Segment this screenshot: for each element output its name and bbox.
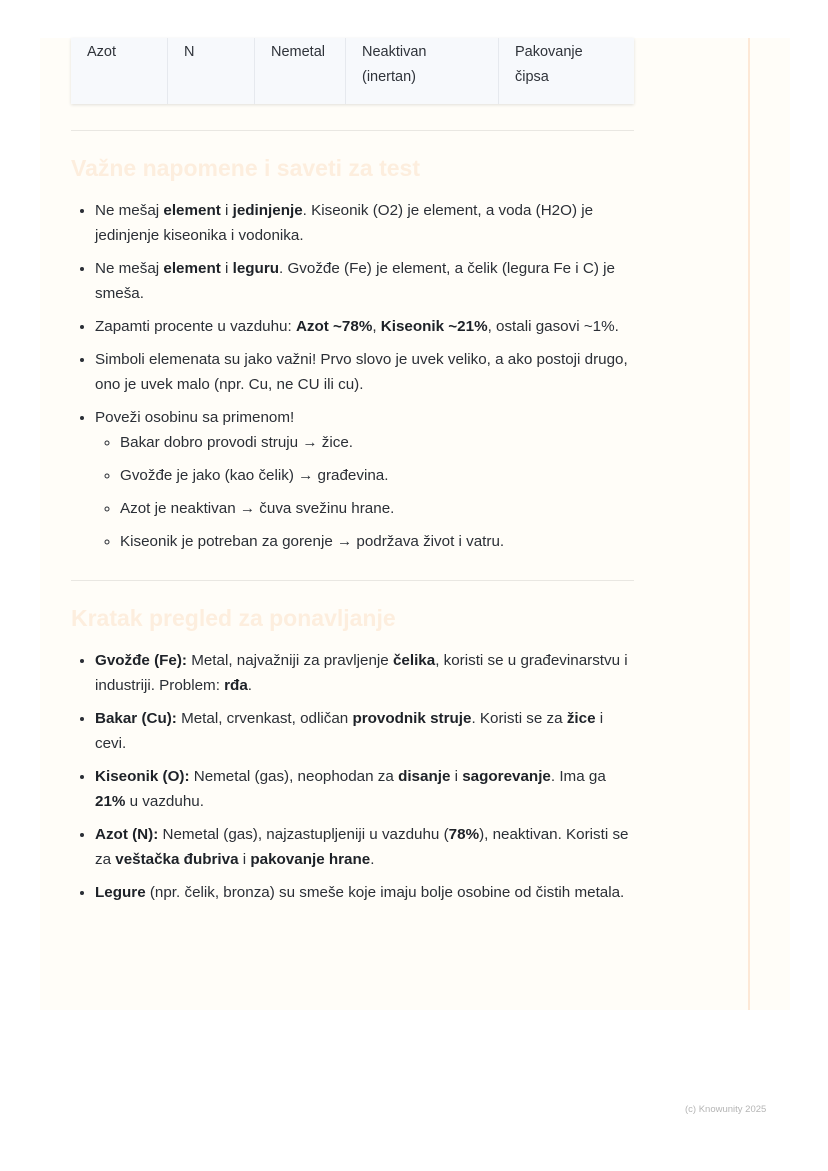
list-item: • Bakar (Cu): Metal, crvenkast, odličan provodnik struje. Koristi se za žice i cevi.	[95, 706, 634, 756]
review-list	[71, 648, 634, 905]
list-item: • Zapamti procente u vazduhu: Azot ~78%, Kiseonik ~21%, ostali gasovi ~1%.	[95, 314, 634, 339]
section-divider	[71, 580, 634, 581]
list-item: • Simboli elemenata su jako važni! Prvo slovo je uvek veliko, a ako postoji drugo, ono je uvek malo (npr. Cu, ne CU ili cu).	[95, 347, 634, 397]
table-row	[71, 38, 634, 104]
list-item: • Poveži osobinu sa primenom! ◦ Bakar dobro provodi struju → žice. ◦ Gvožđe je jako (kao čelik) → građevina. ◦ Azot je neaktivan → čuva svežinu hrane. ◦ Kiseonik je potreban za gorenje → podržava život i vatru.	[95, 405, 634, 554]
section-title-tips: Važne napomene i saveti za test	[71, 155, 420, 181]
tips-list	[71, 198, 634, 554]
side-accent-line	[748, 38, 750, 1010]
section-title-review: Kratak pregled za ponavljanje	[71, 605, 396, 631]
table-cell-name: Azot	[71, 38, 168, 104]
elements-table	[71, 38, 634, 104]
copyright-footer: (c) Knowunity 2025	[685, 1104, 767, 1115]
sub-list-item: ◦ Bakar dobro provodi struju → žice.	[120, 430, 634, 455]
document-content	[71, 38, 634, 913]
table-cell-use: Pakovanje čipsa	[515, 44, 583, 85]
sub-list	[95, 430, 634, 554]
list-item: • Ne mešaj element i leguru. Gvožđe (Fe) je element, a čelik (legura Fe i C) je smeša.	[95, 256, 634, 306]
list-item: • Azot (N): Nemetal (gas), najzastupljeniji u vazduhu (78%), neaktivan. Koristi se za veštačka đubriva i pakovanje hrane.	[95, 822, 634, 872]
list-item: • Ne mešaj element i jedinjenje. Kiseonik (O2) je element, a voda (H2O) je jedinjenje kiseonika i vodonika.	[95, 198, 634, 248]
table-cell-symbol: N	[168, 38, 255, 104]
list-item: • Kiseonik (O): Nemetal (gas), neophodan za disanje i sagorevanje. Ima ga 21% u vazduhu.	[95, 764, 634, 814]
sub-list-item: ◦ Kiseonik je potreban za gorenje → podržava život i vatru.	[120, 529, 634, 554]
sub-list-item: ◦ Azot je neaktivan → čuva svežinu hrane.	[120, 496, 634, 521]
table-cell-type: Nemetal	[255, 38, 346, 104]
section-divider	[71, 130, 634, 131]
table-cell-property: Neaktivan (inertan)	[346, 38, 499, 104]
sub-list-item: ◦ Gvožđe je jako (kao čelik) → građevina.	[120, 463, 634, 488]
list-item: • Gvožđe (Fe): Metal, najvažniji za pravljenje čelika, koristi se u građevinarstvu i industriji. Problem: rđa.	[95, 648, 634, 698]
list-item: • Legure (npr. čelik, bronza) su smeše koje imaju bolje osobine od čistih metala.	[95, 880, 634, 905]
